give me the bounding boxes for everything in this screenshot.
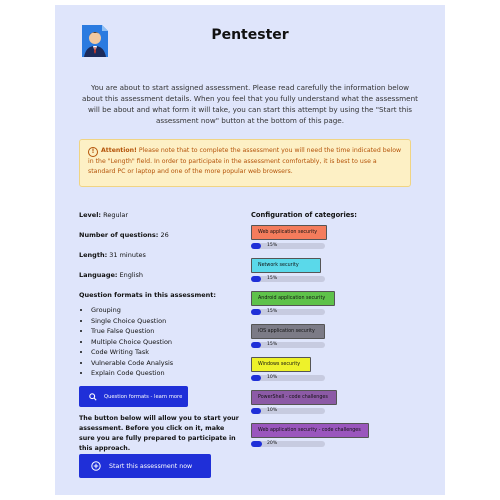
warning-icon: ! <box>88 147 98 157</box>
category-item <box>251 357 431 390</box>
category-item <box>251 324 431 357</box>
questions-row <box>79 231 239 239</box>
category-progress-fill <box>251 276 261 282</box>
formats-list <box>79 305 239 379</box>
questions-value: 26 <box>158 231 169 239</box>
categories-config <box>251 211 431 456</box>
list-item: • Single Choice Question <box>91 316 239 327</box>
list-item: • Code Writing Task <box>91 347 239 358</box>
category-progress-fill <box>251 243 261 249</box>
category-percent: 10% <box>267 375 278 380</box>
category-progress-fill <box>251 375 261 381</box>
category-list <box>251 225 431 456</box>
category-item <box>251 423 431 456</box>
category-progress-fill <box>251 309 261 315</box>
attention-alert <box>79 139 411 187</box>
category-progress-track <box>251 375 325 381</box>
level-label: Level: <box>79 211 102 219</box>
alert-label: Attention! <box>101 147 137 154</box>
length-value: 31 minutes <box>107 251 146 259</box>
category-progress-fill <box>251 342 261 348</box>
start-button-label: Start this assessment now <box>109 462 193 470</box>
category-progress-track <box>251 408 325 414</box>
category-item <box>251 291 431 324</box>
category-tag: iOS application security <box>251 324 325 339</box>
category-progress-track <box>251 309 325 315</box>
category-progress-fill <box>251 408 261 414</box>
page-title: Pentester <box>211 27 289 43</box>
assessment-card <box>55 5 445 495</box>
length-row <box>79 251 239 259</box>
category-item <box>251 258 431 291</box>
category-percent: 20% <box>267 441 278 446</box>
assessment-details <box>79 211 239 379</box>
formats-title: Question formats in this assessment: <box>79 291 217 299</box>
category-item <box>251 225 431 258</box>
search-icon <box>89 393 97 401</box>
start-assessment-button[interactable] <box>79 454 211 478</box>
plus-circle-icon <box>91 461 101 471</box>
config-title: Configuration of categories: <box>251 211 357 219</box>
length-label: Length: <box>79 251 108 259</box>
list-item: • Vulnerable Code Analysis <box>91 358 239 369</box>
category-tag: Web application security <box>251 225 327 240</box>
level-value: Regular <box>101 211 129 219</box>
language-value: English <box>117 271 144 279</box>
category-tag: Android application security <box>251 291 335 306</box>
formats-button-label: Question formats - learn more <box>104 393 183 400</box>
category-tag: Network security <box>251 258 321 273</box>
level-row <box>79 211 239 219</box>
category-progress-track <box>251 276 325 282</box>
category-progress-track <box>251 342 325 348</box>
list-item: • Explain Code Question <box>91 368 239 379</box>
category-percent: 15% <box>267 309 278 314</box>
category-percent: 15% <box>267 276 278 281</box>
category-percent: 10% <box>267 408 278 413</box>
category-percent: 15% <box>267 243 278 248</box>
questions-label: Number of questions: <box>79 231 159 239</box>
start-note: The button below will allow you to start your assessment. Before you click on it, make sure you are fully prepared to participate in this approach. <box>79 415 239 452</box>
category-tag: Windows security <box>251 357 311 372</box>
language-row <box>79 271 239 279</box>
language-label: Language: <box>79 271 118 279</box>
intro-text: You are about to start assigned assessment. Please read carefully the information below about this assessment details. When you feel that you fully understand what the assessment will be about and what form it will take, you can start this attempt by using the "Start this assessment now" button at the bottom of this page. <box>82 83 418 125</box>
category-tag: Web application security - code challenges <box>251 423 369 438</box>
formats-learn-more-button[interactable] <box>79 386 188 407</box>
category-tag: PowerShell - code challenges <box>251 390 337 405</box>
category-item <box>251 390 431 423</box>
category-percent: 15% <box>267 342 278 347</box>
alert-text: Please note that to complete the assessment you will need the time indicated below in the "Length" field. In order to participate in the assessment comfortably, it is best to use a standard PC or laptop and one of the more popular web browsers. <box>88 147 402 175</box>
category-progress-fill <box>251 441 262 447</box>
list-item: • Grouping <box>91 305 239 316</box>
category-progress-track <box>251 441 325 447</box>
list-item: • Multiple Choice Question <box>91 337 239 348</box>
list-item: • True False Question <box>91 326 239 337</box>
category-progress-track <box>251 243 325 249</box>
